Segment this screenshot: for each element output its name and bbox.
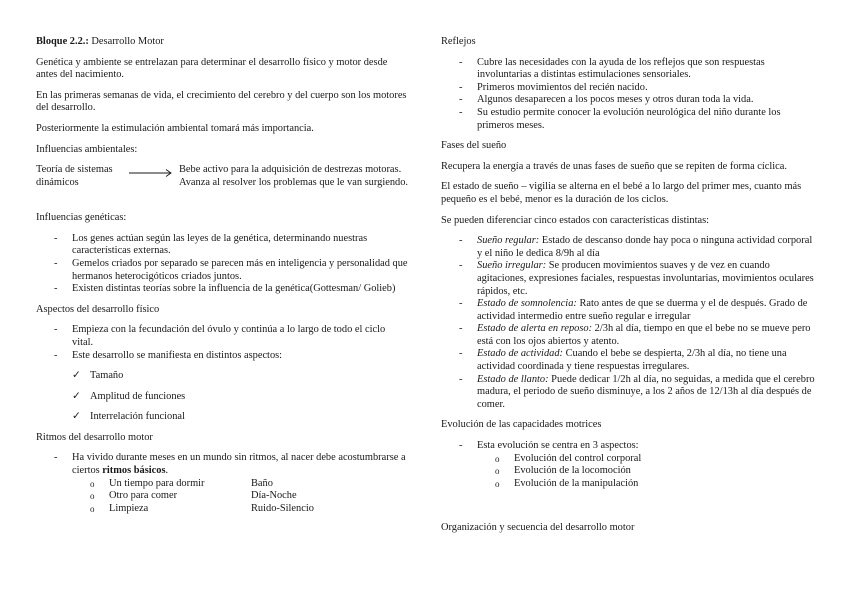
aspectos-list xyxy=(36,324,408,362)
list-item: - Estado de alerta en reposo: 2/3h al día, tiempo en que el bebe no se mueve pero está con los ojos abiertos y atento. xyxy=(459,323,811,347)
check-item: ✓ Tamaño xyxy=(72,370,124,382)
dash-bullet-icon: - xyxy=(54,452,58,464)
circle-bullet-icon: o xyxy=(90,478,95,489)
heading-ritmos: Ritmos del desarrollo motor xyxy=(36,431,153,443)
dash-bullet-icon: - xyxy=(459,440,463,452)
block-title-number: Bloque 2.2.: xyxy=(36,36,89,47)
check-item: ✓ Interrelación funcional xyxy=(72,411,185,423)
checkmark-icon: ✓ xyxy=(72,390,81,402)
heading-organizacion: Organización y secuencia del desarrollo motor xyxy=(441,522,635,534)
paragraph-genetica-ambiente: Genética y ambiente se entrelazan para determinar el desarrollo físico y motor desde antes del nacimiento. xyxy=(36,56,388,81)
list-item: - Este desarrollo se manifiesta en distintos aspectos: xyxy=(54,349,283,361)
circle-bullet-icon: o xyxy=(495,478,500,489)
reflejos-list xyxy=(441,57,815,133)
list-item: - Existen distintas teorías sobre la influencia de la genética(Gottesman/ Golieb) xyxy=(54,283,396,295)
teoria-description: Bebe activo para la adquisición de destrezas motoras. Avanza al resolver los problemas que le van surgiendo. xyxy=(179,164,409,188)
list-item: o Evolución de la manipulación xyxy=(495,477,639,489)
dash-bullet-icon: - xyxy=(54,349,58,361)
circle-bullet-icon: o xyxy=(495,466,500,477)
dash-bullet-icon: - xyxy=(54,257,58,269)
circle-bullet-icon: o xyxy=(90,491,95,502)
right-arrow-icon xyxy=(129,168,173,178)
list-item: - Gemelos criados por separado se parecen más en inteligencia y personalidad que hermanos heterocigóticos criados juntos. xyxy=(54,257,408,282)
geneticas-list xyxy=(36,233,408,296)
dash-bullet-icon: - xyxy=(459,298,463,310)
paragraph-recupera-energia: Recupera la energía a través de unas fases de sueño que se repiten de forma cíclica. xyxy=(441,160,788,172)
list-item: - Cubre las necesidades con la ayuda de los reflejos que son respuestas involuntarias a distintas estimulaciones sensoriales. xyxy=(459,56,765,81)
dash-bullet-icon: - xyxy=(459,373,463,385)
list-item: - Sueño irregular: Se producen movimientos suaves y de vez en cuando agitaciones, expresiones faciales, respuestas involuntarias, movimientos oculares rápidos, etc. xyxy=(459,260,814,297)
list-item: - Estado de llanto: Puede dedicar 1/2h al día, no seguidas, a medida que el cerebro madura, el periodo de sueño disminuye, a los 2 años de 12/13h al día después de comer. xyxy=(459,373,815,410)
list-item: o Evolución del control corporal xyxy=(495,452,642,464)
circle-bullet-icon: o xyxy=(495,453,500,464)
list-item: - Esta evolución se centra en 3 aspectos: xyxy=(459,440,639,452)
teoria-sistemas-block xyxy=(36,164,408,204)
circle-bullet-icon: o xyxy=(90,503,95,514)
dash-bullet-icon: - xyxy=(459,106,463,118)
dash-bullet-icon: - xyxy=(54,232,58,244)
list-item: - Ha vivido durante meses en un mundo sin ritmos, al nacer debe acostumbrarse a ciertos ritmos básicos. xyxy=(54,452,406,477)
paragraph-sueno-vigilia: El estado de sueño – vigilia se alterna en el bebé a lo largo del primer mes, cuanto más pequeño es el bebé, menor es la duración de los ciclos. xyxy=(441,181,802,205)
dash-bullet-icon: - xyxy=(54,324,58,336)
dash-bullet-icon: - xyxy=(459,94,463,106)
dash-bullet-icon: - xyxy=(459,81,463,93)
check-item: ✓ Amplitud de funciones xyxy=(72,390,186,402)
dash-bullet-icon: - xyxy=(459,235,463,247)
ritmos-row: o Otro para comer Día-Noche xyxy=(90,490,297,502)
paragraph-cinco-estados: Se pueden diferenciar cinco estados con características distintas: xyxy=(441,214,710,226)
dash-bullet-icon: - xyxy=(459,348,463,360)
list-item: - Empieza con la fecundación del óvulo y continúa a lo largo de todo el ciclo vital. xyxy=(54,324,386,348)
paragraph-estimulacion: Posteriormente la estimulación ambiental tomará más importancia. xyxy=(36,122,314,134)
teoria-label: Teoría de sistemas dinámicos xyxy=(36,164,113,188)
dash-bullet-icon: - xyxy=(459,56,463,68)
block-title xyxy=(36,36,408,49)
left-column xyxy=(36,36,408,515)
dash-bullet-icon: - xyxy=(54,283,58,295)
list-item: - Sueño regular: Estado de descanso donde hay poca o ninguna actividad corporal y el niño le dedica 8/9h al día xyxy=(459,235,813,259)
heading-fases-sueno: Fases del sueño xyxy=(441,140,507,152)
list-item: - Algunos desaparecen a los pocos meses y otros duran toda la vida. xyxy=(459,94,754,106)
ritmos-row: o Limpieza Ruido-Silencio xyxy=(90,502,314,514)
ritmos-table xyxy=(36,478,408,516)
dash-bullet-icon: - xyxy=(459,260,463,272)
right-column xyxy=(441,36,815,535)
list-item: o Evolución de la locomoción xyxy=(495,465,631,477)
list-item: - Estado de somnolencia: Rato antes de que se duerma y el de después. Grado de actividad intermedio entre sueño regular e irregular xyxy=(459,298,808,322)
paragraph-primeras-semanas: En las primeras semanas de vida, el crecimiento del cerebro y del cuerpo son los motores del desarrollo. xyxy=(36,89,407,114)
ritmos-row: o Un tiempo para dormir Baño xyxy=(90,477,273,489)
estados-list xyxy=(441,235,815,411)
block-title-text: Desarrollo Motor xyxy=(88,36,164,47)
list-item: - Los genes actúan según las leyes de la genética, determinando nuestras características externas. xyxy=(54,232,368,257)
checks-list xyxy=(36,370,408,424)
heading-aspectos: Aspectos del desarrollo físico xyxy=(36,303,160,315)
evolucion-sublist xyxy=(441,453,815,491)
heading-influencias-ambientales: Influencias ambientales: xyxy=(36,143,138,155)
heading-evolucion: Evolución de las capacidades motrices xyxy=(441,419,602,431)
dash-bullet-icon: - xyxy=(459,323,463,335)
checkmark-icon: ✓ xyxy=(72,411,81,423)
list-item: - Su estudio permite conocer la evolución neurológica del niño durante los primeros meses. xyxy=(459,106,781,131)
heading-influencias-geneticas: Influencias genéticas: xyxy=(36,212,127,224)
checkmark-icon: ✓ xyxy=(72,370,81,382)
list-item: - Estado de actividad: Cuando el bebe se despierta, 2/3h al día, no tiene una actividad coordinada y tiene respuestas irregulares. xyxy=(459,348,787,373)
heading-reflejos: Reflejos xyxy=(441,36,476,47)
list-item: - Primeros movimientos del recién nacido. xyxy=(459,81,648,93)
